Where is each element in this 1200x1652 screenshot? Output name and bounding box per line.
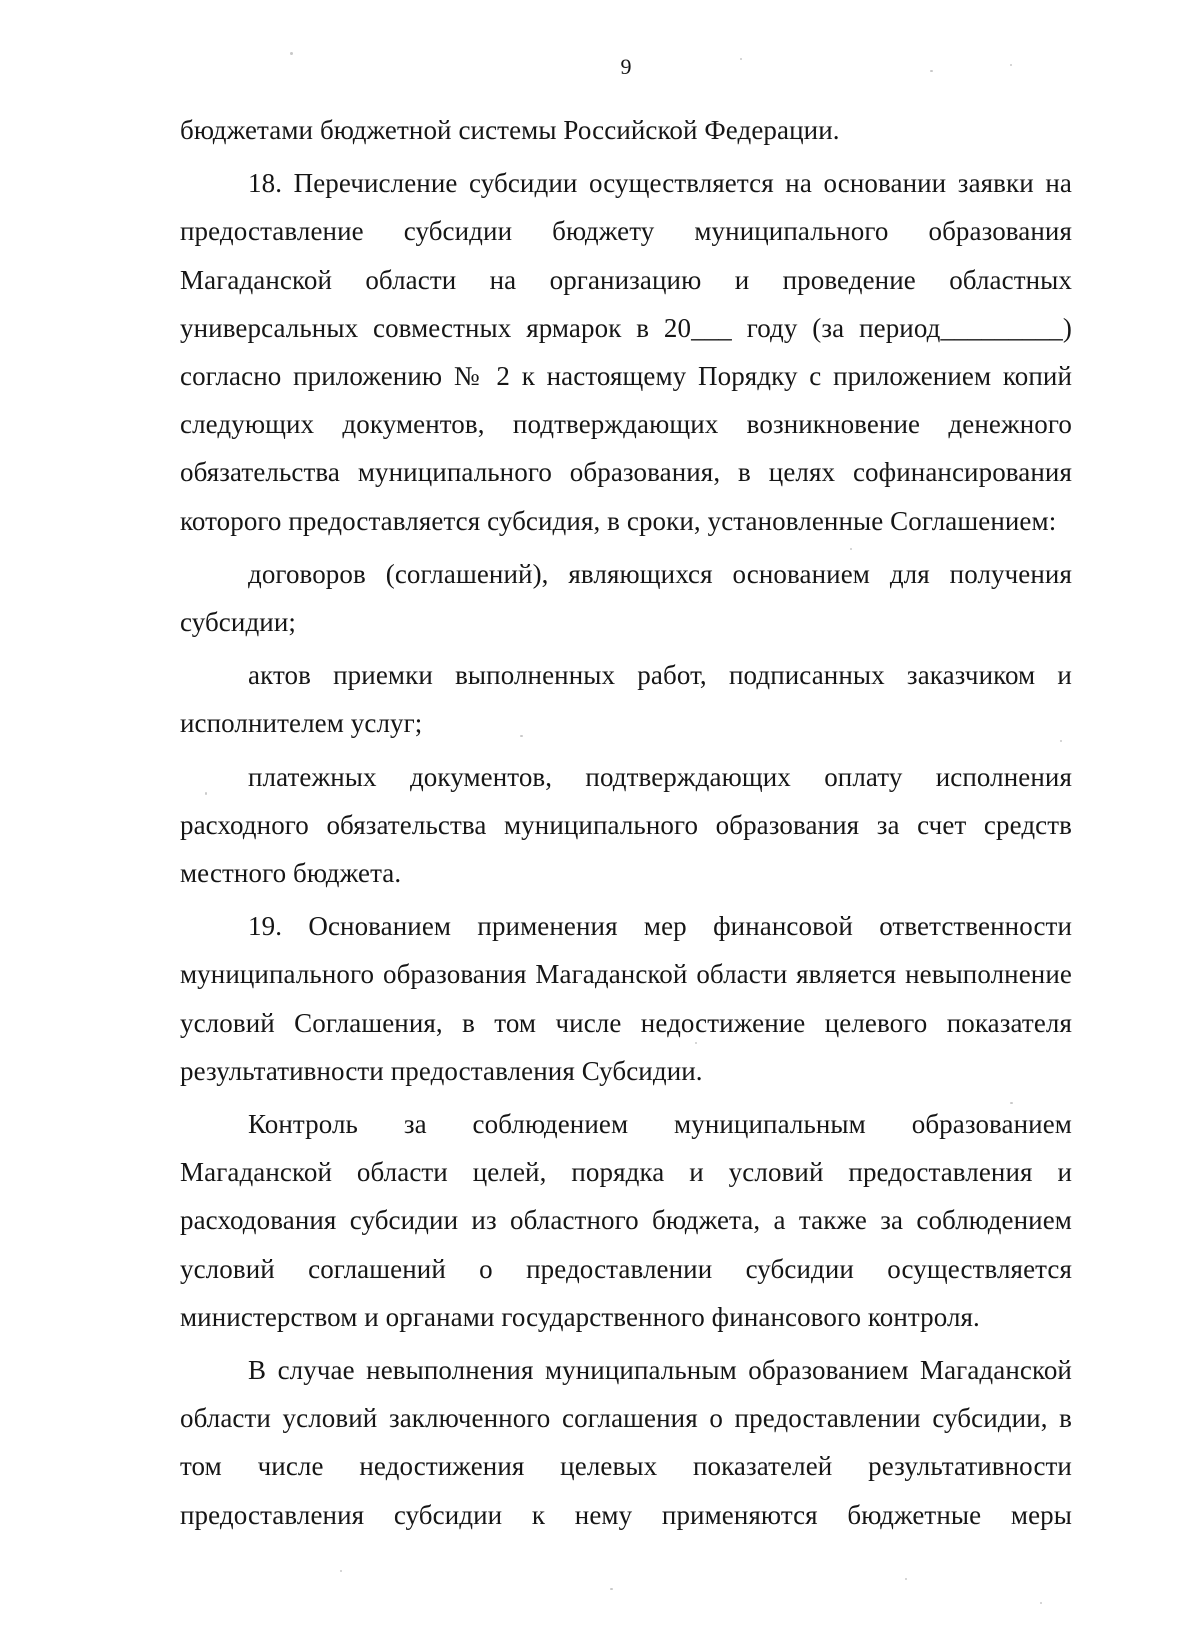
scan-speckle [695,1042,697,1044]
paragraph-list-payments: платежных документов, подтверждающих оплату исполнения расходного обязательства муниципального образования за счет средств местного бюджета. [180,761,1072,889]
paragraph-noncompliance: В случае невыполнения муниципальным образованием Магаданской области условий заключенного соглашения о предоставлении субсидии, в том числе недостижения целевых показателей результативности предоставления субсидии к нему применяются бюджетные меры [180,1355,1072,1530]
scan-speckle [930,70,933,72]
scan-speckle [340,1570,342,1572]
scan-speckle [740,58,742,60]
scan-speckle [610,1588,613,1590]
document-body [180,106,1072,1539]
scan-speckle [1040,1602,1042,1604]
page-number: 9 [620,54,632,79]
scan-speckle [290,52,293,55]
paragraph-list-acts: актов приемки выполненных работ, подписанных заказчиком и исполнителем услуг; [180,660,1072,739]
scan-speckle [520,735,523,737]
scan-speckle [1010,1102,1013,1104]
paragraph-item-18: 18. Перечисление субсидии осуществляется на основании заявки на предоставление субсидии бюджету муниципального образования Магаданской области на организацию и проведение областных универсальных совместных ярмарок в 20___ году (за период_________) согласно приложению № 2 к настоящему Порядку с приложением копий следующих документов, подтверждающих возникновение денежного обязательства муниципального образования, в целях софинансирования которого предоставляется субсидия, в сроки, установленные Соглашением: [180,168,1072,536]
scan-speckle [905,1578,907,1580]
scan-speckle [1060,740,1062,742]
scan-speckle [1010,64,1012,66]
paragraph-item-19: 19. Основанием применения мер финансовой ответственности муниципального образования Магаданской области является невыполнение условий Соглашения, в том числе недостижение целевого показателя результативности предоставления Субсидии. [180,911,1072,1086]
scan-speckle [850,548,852,550]
scan-speckle [205,792,207,795]
paragraph-continuation: бюджетами бюджетной системы Российской Федерации. [180,115,840,145]
paragraph-control: Контроль за соблюдением муниципальным образованием Магаданской области целей, порядка и условий предоставления и расходования субсидии из областного бюджета, а также за соблюдением условий соглашений о предоставлении субсидии осуществляется министерством и органами государственного финансового контроля. [180,1109,1072,1332]
paragraph-list-contracts: договоров (соглашений), являющихся основанием для получения субсидии; [180,558,1072,638]
